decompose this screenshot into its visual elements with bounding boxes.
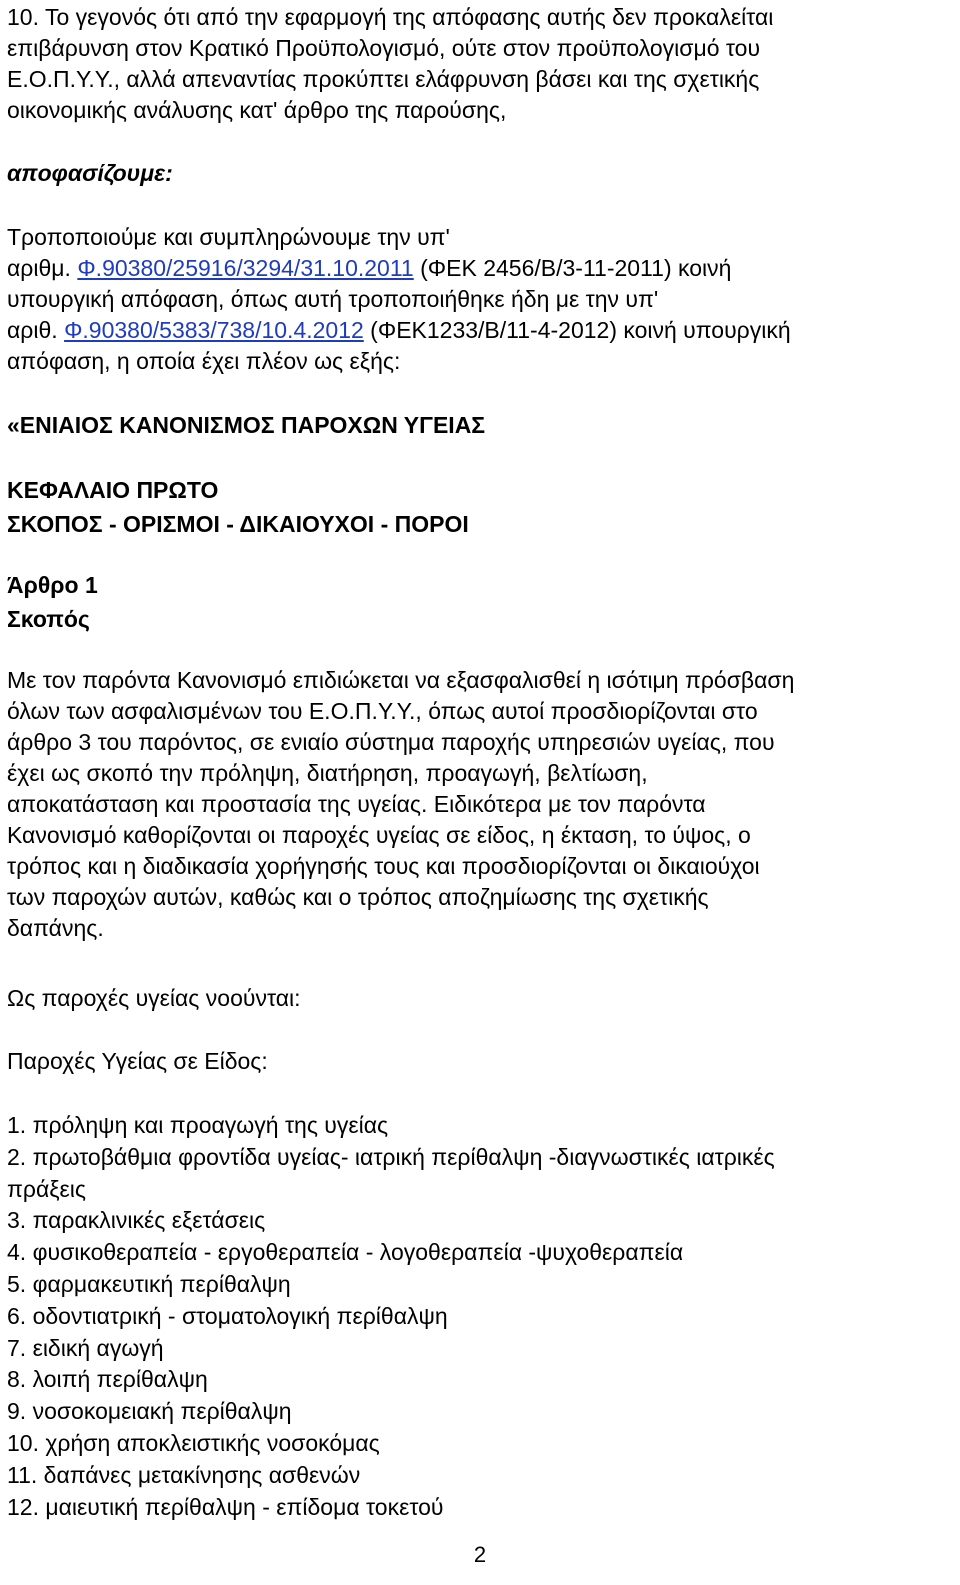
decision-link-2011[interactable]: Φ.90380/25916/3294/31.10.2011 — [77, 255, 414, 281]
article-body — [7, 665, 794, 944]
amendment-line — [7, 315, 791, 346]
list-item: 11. δαπάνες μετακίνησης ασθενών — [7, 1461, 361, 1488]
article-number: Άρθρο 1 — [7, 572, 98, 598]
article-line: Με τον παρόντα Κανονισμό επιδιώκεται να εξασφαλισθεί η ισότιμη πρόσβαση — [7, 667, 795, 693]
article-line: αποκατάσταση και προστασία της υγείας. Ειδικότερα με τον παρόντα — [7, 791, 706, 817]
chapter-heading — [7, 473, 469, 541]
list-item: 2. πρωτοβάθμια φροντίδα υγείας- ιατρική περίθαλψη -διαγνωστικές ιατρικές — [7, 1143, 775, 1170]
list-item: 3. παρακλινικές εξετάσεις — [7, 1207, 266, 1234]
list-item: 6. οδοντιατρική - στοματολογική περίθαλψη — [7, 1302, 448, 1329]
list-item: 5. φαρμακευτική περίθαλψη — [7, 1270, 291, 1297]
article-line: Κανονισμό καθορίζονται οι παροχές υγείας σε είδος, η έκταση, το ύψος, ο — [7, 822, 751, 848]
list-item: 12. μαιευτική περίθαλψη - επίδομα τοκετού — [7, 1493, 444, 1520]
list-item: 7. ειδική αγωγή — [7, 1334, 164, 1361]
article-line: των παροχών αυτών, καθώς και ο τρόπος αποζημίωσης της σχετικής — [7, 884, 709, 910]
amendment-line: υπουργική απόφαση, όπως αυτή τροποποιήθηκε ήδη με την υπ' — [7, 286, 659, 312]
intro-line: Ε.Ο.Π.Υ.Υ., αλλά απεναντίας προκύπτει ελάφρυνση βάσει και της σχετικής — [7, 66, 760, 92]
amendment-text: αριθ. — [7, 317, 65, 343]
list-item: πράξεις — [7, 1175, 86, 1202]
amendment-paragraph — [7, 222, 791, 377]
in-kind-list — [7, 1110, 775, 1523]
article-line: έχει ως σκοπό την πρόληψη, διατήρηση, προαγωγή, βελτίωση, — [7, 760, 648, 786]
amendment-line: Τροποποιούμε και συμπληρώνουμε την υπ' — [7, 224, 450, 250]
chapter-title: ΚΕΦΑΛΑΙΟ ΠΡΩΤΟ — [7, 477, 219, 503]
amendment-text: (ΦΕΚ 2456/Β/3-11-2011) κοινή — [413, 255, 732, 281]
benefits-intro: Ως παροχές υγείας νοούνται: — [7, 985, 301, 1011]
list-item: 9. νοσοκομειακή περίθαλψη — [7, 1398, 292, 1425]
article-heading — [7, 568, 98, 636]
list-item: 4. φυσικοθεραπεία - εργοθεραπεία - λογοθεραπεία -ψυχοθεραπεία — [7, 1239, 684, 1266]
page-number: 2 — [473, 1542, 487, 1567]
amendment-text: αριθμ. — [7, 255, 78, 281]
article-title: Σκοπός — [7, 606, 90, 632]
amendment-line — [7, 253, 791, 284]
intro-line: επιβάρυνση στον Κρατικό Προϋπολογισμό, ούτε στον προϋπολογισμό του — [7, 35, 761, 61]
article-line: όλων των ασφαλισμένων του Ε.Ο.Π.Υ.Υ., όπως αυτοί προσδιορίζονται στο — [7, 698, 758, 724]
decision-link-2012[interactable]: Φ.90380/5383/738/10.4.2012 — [64, 317, 364, 343]
regulation-title: «ΕΝΙΑΙΟΣ ΚΑΝΟΝΙΣΜΟΣ ΠΑΡΟΧΩΝ ΥΓΕΙΑΣ — [7, 412, 486, 438]
article-line: δαπάνης. — [7, 915, 104, 941]
list-item: 8. λοιπή περίθαλψη — [7, 1366, 208, 1393]
intro-line: οικονομικής ανάλυσης κατ' άρθρο της παρούσης, — [7, 97, 507, 123]
intro-line: 10. Το γεγονός ότι από την εφαρμογή της απόφασης αυτής δεν προκαλείται — [7, 4, 774, 30]
list-item: 1. πρόληψη και προαγωγή της υγείας — [7, 1112, 389, 1138]
article-line: άρθρο 3 του παρόντος, σε ενιαίο σύστημα παροχής υπηρεσιών υγείας, που — [7, 729, 775, 755]
intro-paragraph — [7, 2, 773, 126]
chapter-subtitle: ΣΚΟΠΟΣ - ΟΡΙΣΜΟΙ - ΔΙΚΑΙΟΥΧΟΙ - ΠΟΡΟΙ — [7, 511, 469, 537]
list-item: 10. χρήση αποκλειστικής νοσοκόμας — [7, 1429, 380, 1456]
article-line: τρόπος και η διαδικασία χορήγησής τους και προσδιορίζονται οι δικαιούχοι — [7, 853, 760, 879]
decision-word: αποφασίζουμε: — [7, 160, 173, 186]
in-kind-heading: Παροχές Υγείας σε Είδος: — [7, 1048, 268, 1074]
amendment-line: απόφαση, η οποία έχει πλέον ως εξής: — [7, 348, 401, 374]
amendment-text: (ΦΕΚ1233/Β/11-4-2012) κοινή υπουργική — [363, 317, 791, 343]
